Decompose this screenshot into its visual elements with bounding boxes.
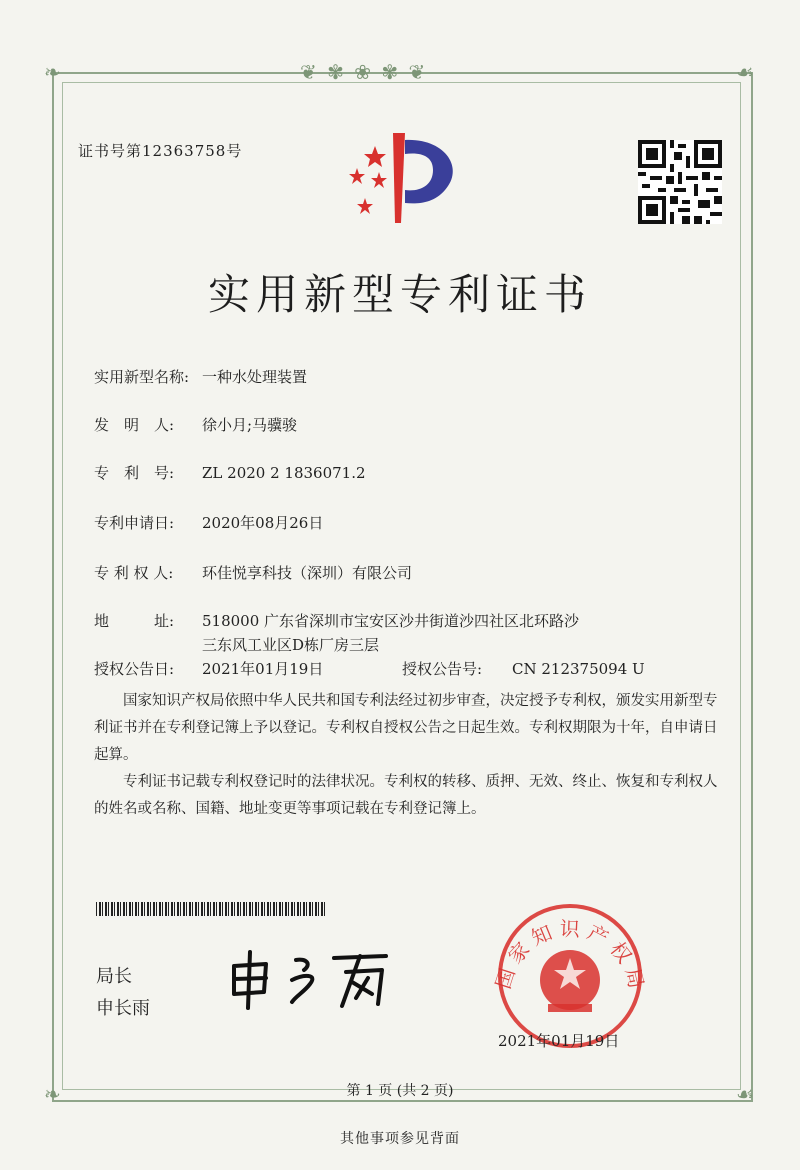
handwritten-signature [226,944,396,1014]
field-address-line2: 三东风工业区D栋厂房三层 [202,636,380,654]
seal-date: 2021年01月19日 [498,1032,620,1050]
field-patent-number [94,462,366,483]
field-label: 发 明 人: [94,416,175,434]
field-filing-date [94,512,323,533]
corner-ornament-bottom-left: ❧ [44,1082,63,1106]
svg-text:国家知识产权局: 国家知识产权局 [490,916,650,997]
field-label: 实用新型名称: [94,368,190,386]
field-label: 授权公告号: [402,660,483,678]
corner-ornament-bottom-right: ☙ [736,1082,756,1106]
signatory-name: 申长雨 [96,998,150,1019]
qr-code-icon [638,140,722,224]
field-value: 环佳悦享科技（深圳）有限公司 [202,564,413,582]
field-address [94,610,579,631]
certificate-number: 证书号第12363758号 [78,142,243,160]
signatory-title: 局长 [96,966,132,987]
cnipa-logo-icon [335,128,465,228]
field-label: 专 利 权 人: [94,564,174,582]
field-utility-model-name [94,366,307,387]
field-label: 地 址: [94,612,175,630]
field-patentee [94,562,412,583]
field-grant-number [402,658,645,679]
barcode-icon [96,902,326,916]
field-value: 518000 广东省深圳市宝安区沙井街道沙四社区北环路沙 [202,612,580,630]
field-value: 2021年01月19日 [202,660,324,678]
field-value: CN 212375094 U [512,660,645,678]
field-inventor [94,414,297,435]
field-value: 徐小月;马骥骏 [202,416,298,434]
field-label: 专利申请日: [94,514,175,532]
field-value: 一种水处理装置 [202,368,308,386]
top-ornament: ❦ ✾ ❀ ✾ ❦ [300,60,428,84]
certificate-title: 实用新型专利证书 [207,270,592,319]
page-number: 第 1 页 (共 2 页) [346,1083,454,1099]
field-label: 授权公告日: [94,660,175,678]
body-paragraph-1: 国家知识产权局依照中华人民共和国专利法经过初步审查，决定授予专利权，颁发实用新型专利证书并在专利登记簿上予以登记。专利权自授权公告之日起生效。专利权期限为十年，自申请日起算。 [94,693,718,763]
back-note: 其他事项参见背面 [340,1131,460,1147]
official-seal-icon [480,900,660,1050]
field-grant-date [94,658,323,679]
corner-ornament-top-right: ☙ [736,60,756,84]
field-value: ZL 2020 2 1836071.2 [202,464,366,482]
field-label: 专 利 号: [94,464,175,482]
corner-ornament-top-left: ❧ [44,60,63,84]
body-paragraph-2: 专利证书记载专利权登记时的法律状况。专利权的转移、质押、无效、终止、恢复和专利权人的姓名或名称、国籍、地址变更等事项记载在专利登记簿上。 [94,774,718,817]
field-value: 2020年08月26日 [202,514,324,532]
